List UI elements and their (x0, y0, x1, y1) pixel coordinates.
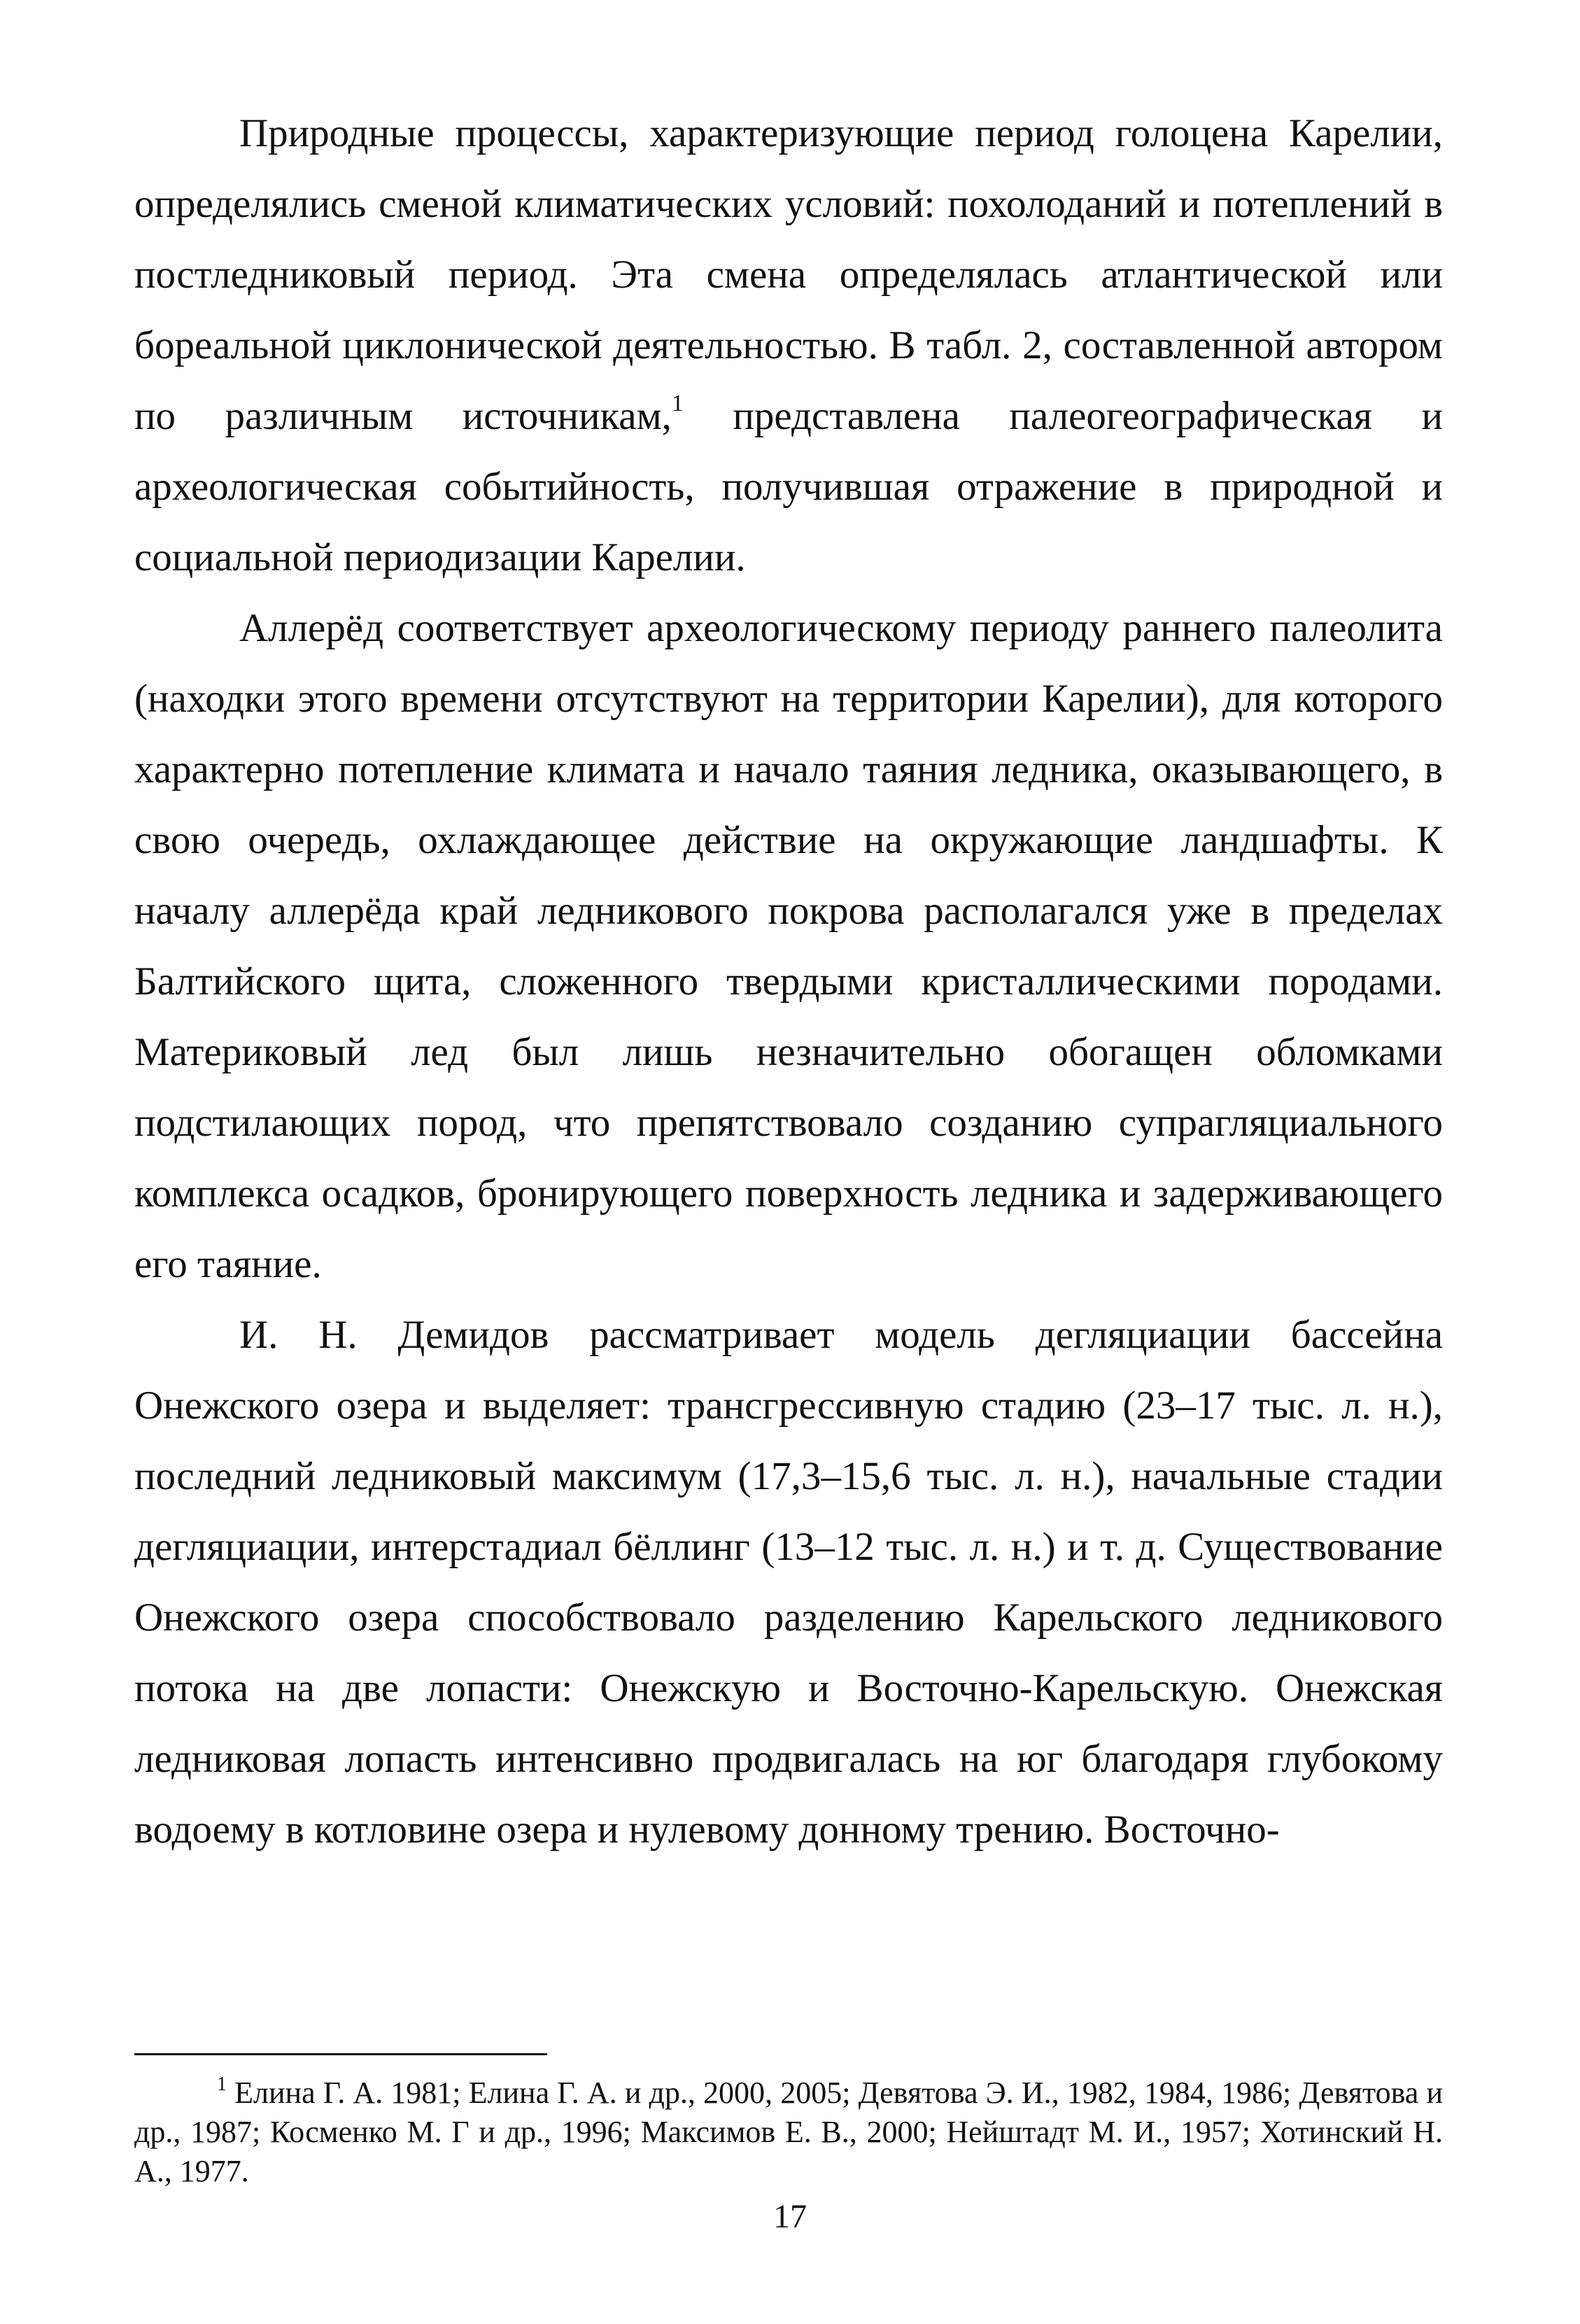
body-text (134, 98, 1443, 1865)
footnote-reference: 1 (671, 390, 684, 416)
footnote-marker: 1 (217, 2073, 227, 2095)
paragraph-holocene (134, 98, 1443, 593)
page-number: 17 (773, 2198, 807, 2235)
paragraph-holocene-text-end: представлена палеогеографическая и археологическая событийность, получившая отражение в природной и социальной периодизации Карелии. (134, 394, 1444, 579)
paragraph-demidov: И. Н. Демидов рассматривает модель дегляциации бассейна Онежского озера и выделяет: трансгрессивную стадию (23–17 тыс. л. н.), последний ледниковый максимум (17,3–15,6 тыс. л. н.), начальные стадии дегляциации, интерстадиал бёллинг (13–12 тыс. л. н.) и т. д. Существование Онежского озера способствовало разделению Карельского ледникового потока на две лопасти: Онежскую и Восточно-Карельскую. Онежская ледниковая лопасть интенсивно продвигалась на юг благодаря глубокому водоему в котловине озера и нулевому донному трению. Восточно- (134, 1313, 1443, 1852)
footnote-text: Елина Г. А. 1981; Елина Г. А. и др., 2000, 2005; Девятова Э. И., 1982, 1984, 1986; Девятова и др., 1987; Косменко М. Г и др., 1996; Максимов Е. В., 2000; Нейштадт М. И., 1957; Хотинский Н. А., 1977. (134, 2076, 1443, 2188)
footnote-separator (134, 2053, 547, 2055)
footnote (134, 2073, 1443, 2191)
paragraph-allerod: Аллерёд соответствует археологическому периоду раннего палеолита (находки этого времени отсутствуют на территории Карелии), для которого характерно потепление климата и начало таяния ледника, оказывающего, в свою очередь, охлаждающее действие на окружающие ландшафты. К началу аллерёда край ледникового покрова располагался уже в пределах Балтийского щита, сложенного твердыми кристаллическими породами. Материковый лед был лишь незначительно обогащен обломками подстилающих пород, что препятствовало созданию супрагляциального комплекса осадков, бронирующего поверхность ледника и задерживающего его таяние. (134, 606, 1443, 1286)
paragraph-holocene-text-start: Природные процессы, характеризующие период голоцена Карелии, определялись сменой климатических условий: похолоданий и потеплений в постледниковый период. Эта смена определялась атлантической или бореальной циклонической деятельностью. В табл. 2, составленной автором по различным источникам, (134, 111, 1443, 438)
